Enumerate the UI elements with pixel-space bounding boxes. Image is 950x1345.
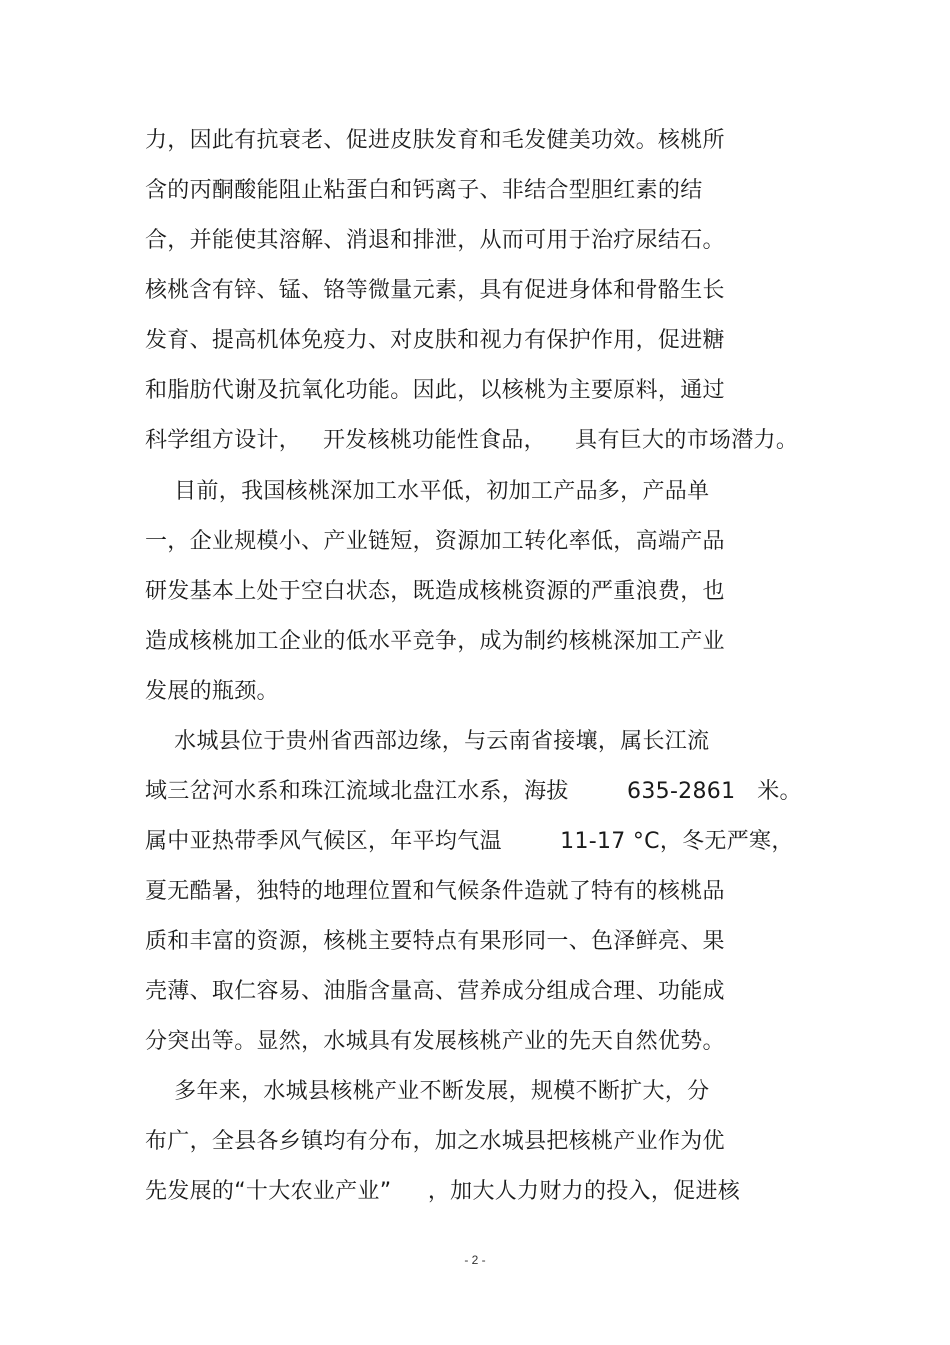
text-line: 质和丰富的资源，核桃主要特点有果形同一、色泽鲜亮、果 bbox=[145, 929, 725, 954]
text-line: 含的丙酮酸能阻止粘蛋白和钙离子、非结合型胆红素的结 bbox=[145, 178, 703, 203]
text-line: 域三岔河水系和珠江流域北盘江水系，海拔 635-2861 米。 bbox=[145, 779, 802, 804]
text-line: 夏无酷暑，独特的地理位置和气候条件造就了特有的核桃品 bbox=[145, 879, 725, 904]
text-line: 一，企业规模小、产业链短，资源加工转化率低，高端产品 bbox=[145, 529, 725, 554]
text-line: 和脂肪代谢及抗氧化功能。因此，以核桃为主要原料，通过 bbox=[145, 378, 725, 403]
text-line: 研发基本上处于空白状态，既造成核桃资源的严重浪费，也 bbox=[145, 579, 725, 604]
text-line: 科学组方设计， 开发核桃功能性食品， 具有巨大的市场潜力。 bbox=[145, 428, 799, 453]
text-line: 力，因此有抗衰老、促进皮肤发育和毛发健美功效。核桃所 bbox=[145, 128, 725, 153]
text-line: 属中亚热带季风气候区，年平均气温 11-17 °C，冬无严寒， bbox=[145, 829, 794, 854]
text-line: 水城县位于贵州省西部边缘，与云南省接壤，属长江流 bbox=[145, 729, 710, 754]
page-number: - 2 - bbox=[464, 1253, 486, 1267]
text-line: 发展的瓶颈。 bbox=[145, 679, 279, 704]
text-line: 合，并能使其溶解、消退和排泄，从而可用于治疗尿结石。 bbox=[145, 228, 725, 253]
text-line: 布广，全县各乡镇均有分布，加之水城县把核桃产业作为优 bbox=[145, 1129, 725, 1154]
text-line: 先发展的“十大农业产业” ，加大人力财力的投入，促进核 bbox=[145, 1179, 741, 1204]
text-line: 壳薄、取仁容易、油脂含量高、营养成分组成合理、功能成 bbox=[145, 979, 725, 1004]
text-line: 造成核桃加工企业的低水平竞争，成为制约核桃深加工产业 bbox=[145, 629, 725, 654]
text-line: 分突出等。显然，水城具有发展核桃产业的先天自然优势。 bbox=[145, 1029, 725, 1054]
text-line: 多年来，水城县核桃产业不断发展，规模不断扩大，分 bbox=[145, 1079, 710, 1104]
text-line: 发育、提高机体免疫力、对皮肤和视力有保护作用，促进糖 bbox=[145, 328, 725, 353]
text-line: 核桃含有锌、锰、铬等微量元素，具有促进身体和骨骼生长 bbox=[145, 278, 725, 303]
text-line: 目前，我国核桃深加工水平低，初加工产品多，产品单 bbox=[145, 479, 710, 504]
